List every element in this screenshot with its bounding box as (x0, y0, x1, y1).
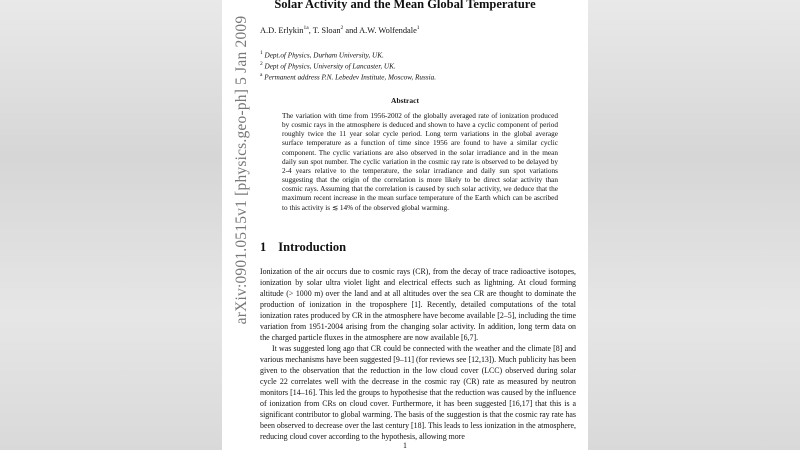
viewer-background-left (0, 0, 222, 450)
abstract-heading: Abstract (391, 96, 419, 105)
affiliation-mark: a (260, 72, 263, 78)
author-superscript: 1a (303, 25, 309, 31)
affiliation-text: Dept.of Physics, Durham University, UK. (264, 51, 384, 60)
author-superscript: 2 (340, 25, 344, 31)
section-title: Introduction (278, 240, 347, 254)
affiliation (260, 72, 436, 81)
body-paragraph: It was suggested long ago that CR could be connected with the weather and the climate [8] and various mechanisms have been suggested [9–11] (for reviews see [12,13]). Much publicity has been given to the observation that the reduction in the low cloud cover (LCC) observed during solar cycle 22 correlates well with the decrease in the cosmic ray (CR) rate as measured by neutron monitors [14–16]. This led the groups to hypothesise that the reduction was caused by the influence of ionization from CRs on cloud cover. Furthermore, it has been suggested [16,17] that this is a significant contributor to global warming. The basis of the suggestion is that the cosmic ray rate has been observed to decrease over the last century [18]. This leads to less ionization in the atmosphere, reducing cloud cover according to the hypothesis, allowing more (260, 344, 576, 441)
paper-title: Solar Activity and the Mean Global Temperature (274, 0, 536, 11)
arxiv-stamp (222, 0, 262, 450)
affiliation-mark: 2 (260, 61, 263, 67)
author-separator: , (308, 25, 313, 35)
author-name: A.W. Wolfendale (359, 25, 417, 35)
author-name: A.D. Erlykin (260, 25, 304, 35)
affiliation-text: Dept of Physics, University of Lancaster, UK. (264, 62, 396, 71)
section-heading (260, 240, 346, 255)
affiliation (260, 50, 384, 59)
affiliation (260, 61, 396, 70)
section-number: 1 (260, 240, 267, 254)
page-number: 1 (403, 441, 407, 450)
author-superscript: 1 (416, 25, 420, 31)
viewer-background-right (588, 0, 800, 450)
abstract-text: The variation with time from 1956-2002 of the globally averaged rate of ionization produced by cosmic rays in the atmosphere is deduced and shown to have a cyclic component of period roughly twice the 11 year solar cycle period. Long term variations in the global average surface temperature as a function of time since 1956 are found to have a similar cyclic component. The cyclic variations are also observed in the solar irradiance and in the mean daily sun spot number. The cyclic variation in the cosmic ray rate is observed to be delayed by 2-4 years relative to the temperature, the solar irradiance and daily sun spot variations suggesting that the origin of the correlation is more likely to be direct solar activity than cosmic rays. Assuming that the correlation is caused by such solar activity, we deduce that the maximum recent increase in the mean surface temperature of the Earth which can be ascribed to this activity is ≲ 14% of the observed global warming. (282, 112, 558, 212)
author-separator: and (343, 25, 360, 35)
author-name: T. Sloan (312, 25, 341, 35)
affiliation-mark: 1 (260, 50, 263, 56)
body-paragraph: Ionization of the air occurs due to cosmic rays (CR), from the decay of trace radioactive isotopes, ionization by solar ultra violet light and electrical effects such as lightning. At cloud forming altitude (> 1000 m) over the land and at all altitudes over the sea CR are thought to dominate the production of ionization in the troposphere [1]. Recently, detailed computations of the total ionization rates produced by CR in the atmosphere have become available [2–5], including the time variation from 1951-2004 arising from the changing solar activity. In addition, long term data on the charged particle fluxes in the atmosphere are now available [6,7]. (260, 267, 576, 342)
affiliation-text: Permanent address P.N. Lebedev Institute, Moscow, Russia. (264, 73, 436, 82)
arxiv-stamp-text: arXiv:0901.0515v1 [physics.geo-ph] 5 Jan 2009 (233, 15, 250, 325)
author-list (260, 25, 420, 35)
document-page (222, 0, 588, 450)
